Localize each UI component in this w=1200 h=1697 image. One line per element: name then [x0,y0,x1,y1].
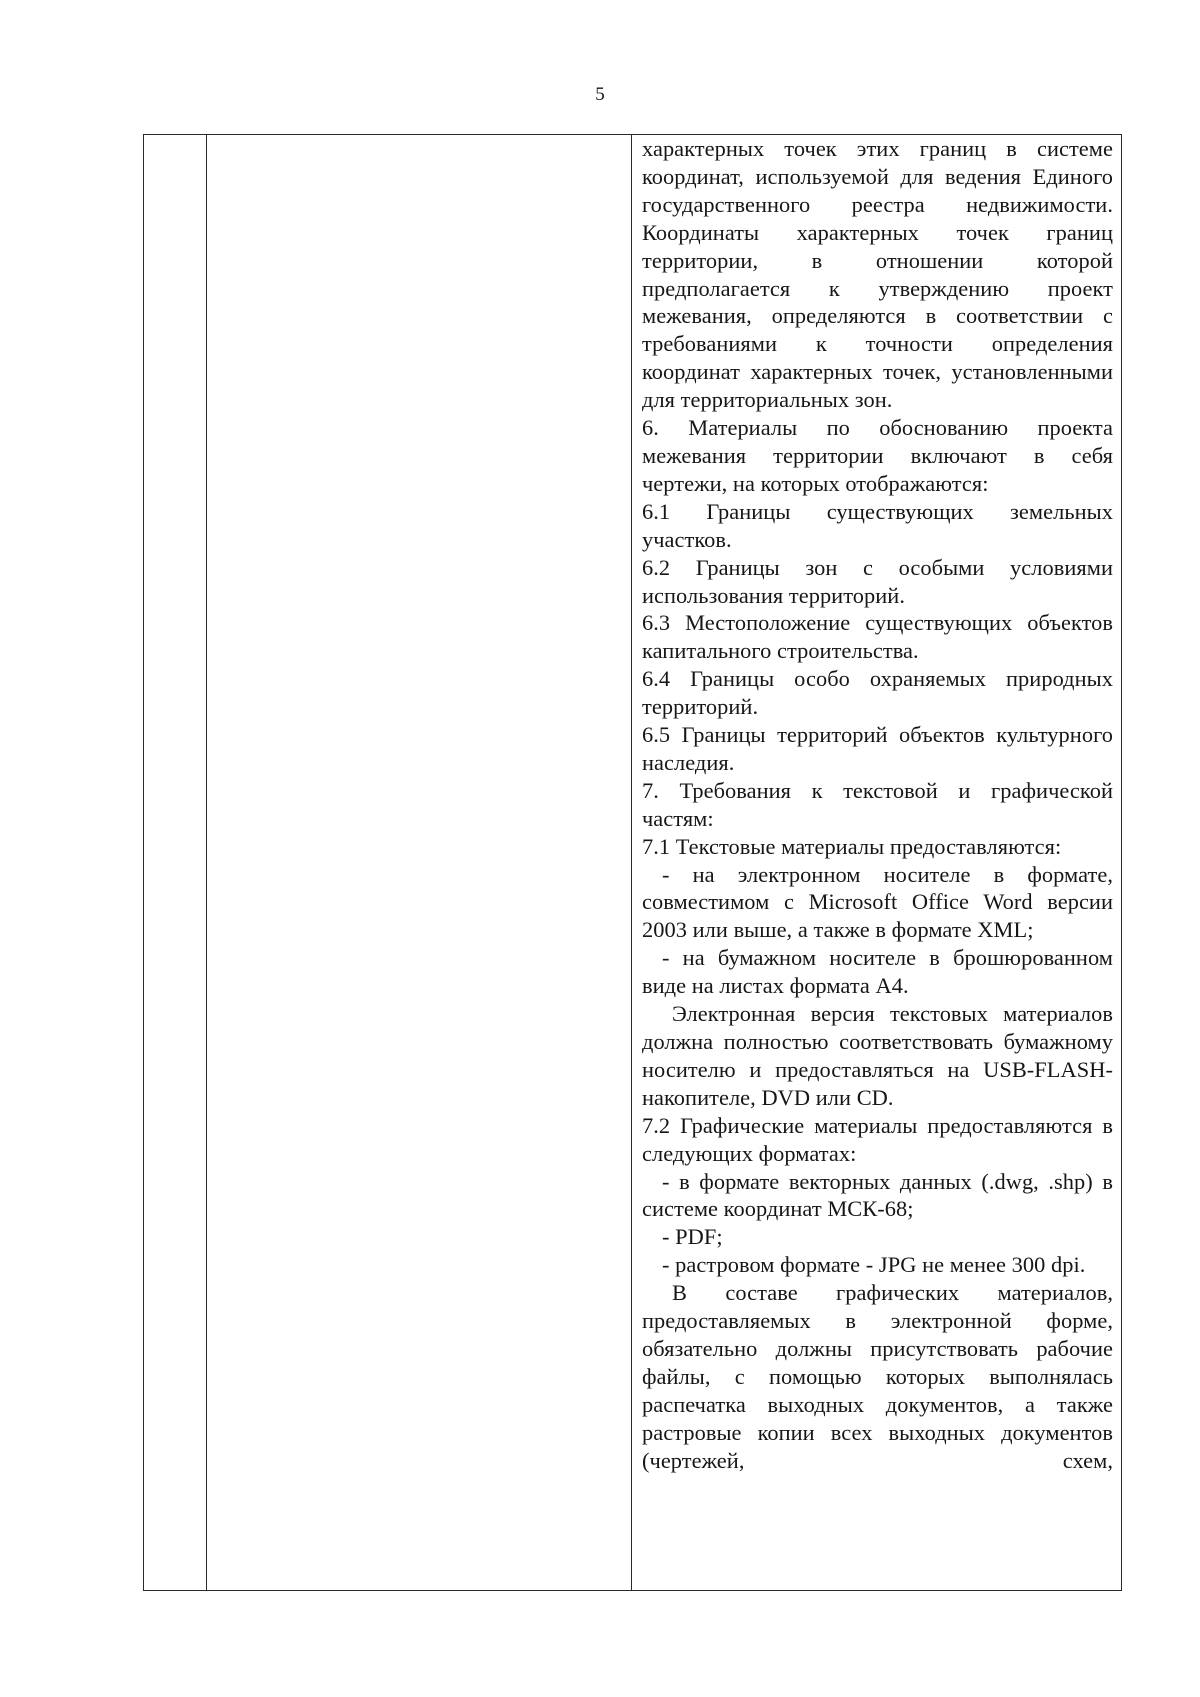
paragraph-7-2: 7.2 Графические материалы предоставляются в следующих форматах: [642,1112,1113,1166]
list-item-raster: - растровом формате - JPG не менее 300 dpi. [662,1252,1086,1278]
requirements-text-cell [632,135,1122,1591]
requirements-table [143,134,1122,1591]
list-item-electronic: - на электронном носителе в формате, совместимом с Microsoft Office Word версии 2003 или выше, а также в формате XML; [642,861,1113,943]
section-name-cell [207,135,632,1591]
paragraph-6-3: 6.3 Местоположение существующих объектов капитального строительства. [642,610,1113,664]
paragraph-6-4: 6.4 Границы особо охраняемых природных территорий. [642,666,1113,720]
paragraph-6: 6. Материалы по обоснованию проекта межевания территории включают в себя чертежи, на которых отображаются: [642,415,1113,496]
paragraph-6-2: 6.2 Границы зон с особыми условиями использования территорий. [642,554,1113,608]
list-item-pdf: - PDF; [662,1224,723,1250]
paragraph-7: 7. Требования к текстовой и графической частям: [642,777,1113,831]
number-cell [144,135,207,1591]
paragraph-6-5: 6.5 Границы территорий объектов культурного наследия. [642,722,1113,775]
list-item-vector: - в формате векторных данных (.dwg, .shp) в системе координат МСК-68; [642,1168,1113,1222]
page-number: 5 [595,84,605,105]
paragraph-electronic-version: Электронная версия текстовых материалов должна полностью соответствовать бумажному носителю и предоставляться на USB-FLASH-накопителе, DVD или CD. [642,1001,1113,1110]
list-item-paper: - на бумажном носителе в брошюрованном виде на листах формата А4. [642,945,1113,999]
table-row [144,135,1122,1591]
paragraph-6-1: 6.1 Границы существующих земельных участков. [642,498,1113,552]
paragraph-coordinates: характерных точек этих границ в системе координат, используемой для ведения Единого государственного реестра недвижимости. Координаты характерных точек границ территории, в отношении которой предполагается к утверждению проект межевания, определяются в соответствии с требованиями к точности определения координат характерных точек, установленными для территориальных зон. [642,136,1113,413]
paragraph-7-1: 7.1 Текстовые материалы предоставляются: [642,833,1062,859]
paragraph-graphic-composition: В составе графических материалов, предоставляемых в электронной форме, обязательно должны присутствовать рабочие файлы, с помощью которых выполнялась распечатка выходных документов, а также растровые копии всех выходных документов (чертежей, схем, [642,1280,1113,1473]
